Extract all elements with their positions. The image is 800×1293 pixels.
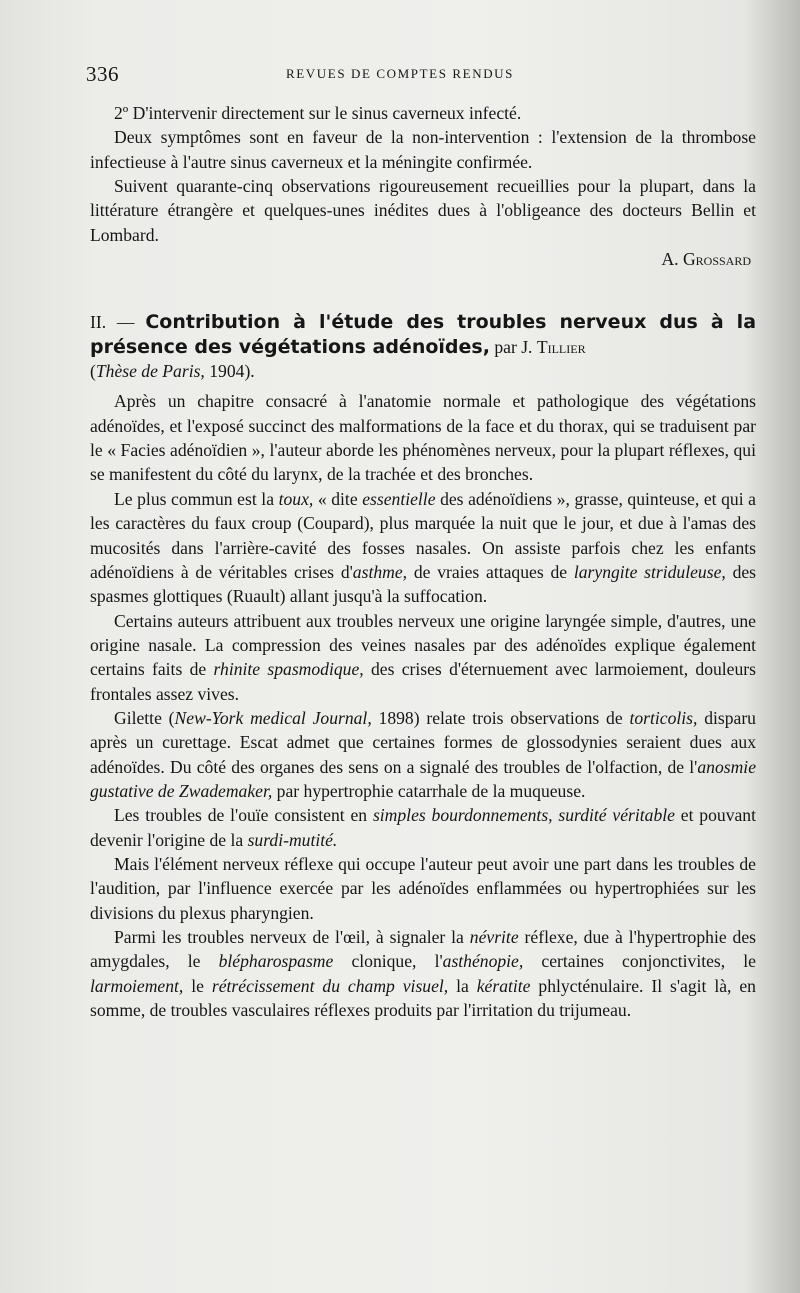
article-author: Tillier <box>536 336 586 357</box>
article-paragraph-2 <box>90 487 756 609</box>
text-run: et pouvant devenir l'origine de la <box>90 805 756 850</box>
italic-term: névrite <box>469 927 519 947</box>
text-run: Les troubles de l'ouïe consistent en <box>114 805 368 826</box>
text-run: certaines conjonctivites, le <box>541 951 756 972</box>
text-run: de vraies attaques de <box>413 561 568 582</box>
italic-term: anosmie gustative de Zwademaker, <box>90 756 756 801</box>
text-run: des adénoïdiens », grasse, quinteuse, et qui a les caractères du faux croup (Coupard), plus marquée la nuit que le jour, et due à l'amas des mucosités dans l'arrière-cavité des fosses nasales. On assiste parfois chez les enfants adénoïdiens à de véritables crises d' <box>90 488 756 582</box>
running-title: REVUES DE COMPTES RENDUS <box>286 66 515 81</box>
text-run: disparu après un curettage. Escat admet que certaines formes de glossodynies seraient dues aux adénoïdes. Du côté des organes des sens on a signalé des troubles de l'olfaction, de l' <box>90 707 756 777</box>
italic-term: New-York medical Journal, <box>174 707 372 728</box>
text-run: Le plus commun est la <box>114 488 275 509</box>
italic-term: asthénopie, <box>442 951 524 972</box>
text-run: par hypertrophie catarrhale de la muqueuse. <box>276 780 586 801</box>
text-run: des crises d'éternuement avec larmoiement, douleurs frontales assez vives. <box>90 659 756 704</box>
source-open-paren: ( <box>90 361 96 382</box>
text-run: clonique, l' <box>351 951 443 972</box>
article-by: par J. <box>494 336 533 357</box>
italic-term: essentielle <box>362 488 436 509</box>
italic-term: simples bourdonnements, surdité véritable <box>372 805 675 826</box>
italic-term: asthme, <box>352 561 408 582</box>
italic-term: rétrécissement du champ visuel, <box>211 975 449 996</box>
intro-paragraph-1: 2º D'intervenir directement sur le sinus caverneux infecté. <box>114 103 522 123</box>
text-run: Certains auteurs attribuent aux troubles nerveux une origine laryngée simple, d'autres, une origine nasale. La compression des veines nasales par des adénoïdes explique également certains faits de <box>90 610 756 680</box>
article-paragraph-7 <box>90 925 756 1022</box>
review-signature <box>90 247 756 271</box>
article-year: 1904). <box>209 361 255 382</box>
page-header <box>86 62 754 88</box>
italic-term: larmoiement, <box>90 975 184 996</box>
italic-term: torticolis, <box>629 707 698 728</box>
italic-term: toux, <box>278 488 314 509</box>
article-paragraph-5 <box>90 803 756 852</box>
article-paragraph-6: Mais l'élément nerveux réflexe qui occupe l'auteur peut avoir une part dans les troubles de l'audition, par l'influence exercée par les adénoïdes enflammées ou hypertrophiées sur les divisions du plexus pharyngien. <box>90 853 756 923</box>
article-paragraph-4 <box>90 706 756 803</box>
text-run: des spasmes glottiques (Ruault) allant jusqu'à la suffocation. <box>90 561 757 607</box>
text-run: réflexe, due à l'hypertrophie des amygdales, le <box>90 927 756 972</box>
italic-term: rhinite spasmodique, <box>213 659 364 680</box>
intro-paragraph-2: Deux symptômes sont en faveur de la non-intervention : l'extension de la thrombose infectieuse à l'autre sinus caverneux et la méningite confirmée. <box>90 127 756 172</box>
page-body <box>90 101 756 1022</box>
signature-name: A. Grossard <box>661 249 751 270</box>
article-heading <box>90 310 756 383</box>
article-paragraph-3 <box>90 609 756 706</box>
italic-term: blépharospasme <box>218 951 334 972</box>
text-run: Parmi les troubles nerveux de l'œil, à signaler la <box>114 927 464 947</box>
article-number: II. — <box>90 312 135 333</box>
article-title: Contribution à l'étude des troubles nerveux dus à la présence des végétations adénoïdes, <box>90 311 757 358</box>
italic-term: surdi-mutité. <box>247 829 338 850</box>
intro-paragraph-3: Suivent quarante-cinq observations rigoureusement recueillies pour la plupart, dans la littérature étrangère et quelques-unes inédites dues à l'obligeance des docteurs Bellin et Lombard. <box>90 176 756 245</box>
italic-term: kératite <box>476 975 531 996</box>
text-run: Gilette ( <box>114 707 175 728</box>
text-run: la <box>456 975 469 996</box>
text-run: le <box>191 975 204 996</box>
article-paragraph-1: Après un chapitre consacré à l'anatomie normale et pathologique des végétations adénoïdes, et l'exposé succinct des malformations de la face et du thorax, qui se traduisent par le « Facies adénoïdien », l'auteur aborde les phénomènes nerveux, pour la plupart réflexes, qui se manifestent du côté du larynx, de la trachée et des bronches. <box>90 391 756 485</box>
text-run: « dite <box>317 488 358 509</box>
page-number: 336 <box>86 62 119 86</box>
text-run: phlycténulaire. Il s'agit là, en somme, de troubles vasculaires réflexes produits par l'irritation du trijumeau. <box>90 975 756 1021</box>
text-run: 1898) relate trois observations de <box>378 707 623 728</box>
italic-term: laryngite striduleuse, <box>573 561 726 582</box>
article-source: Thèse de Paris, <box>95 361 205 382</box>
